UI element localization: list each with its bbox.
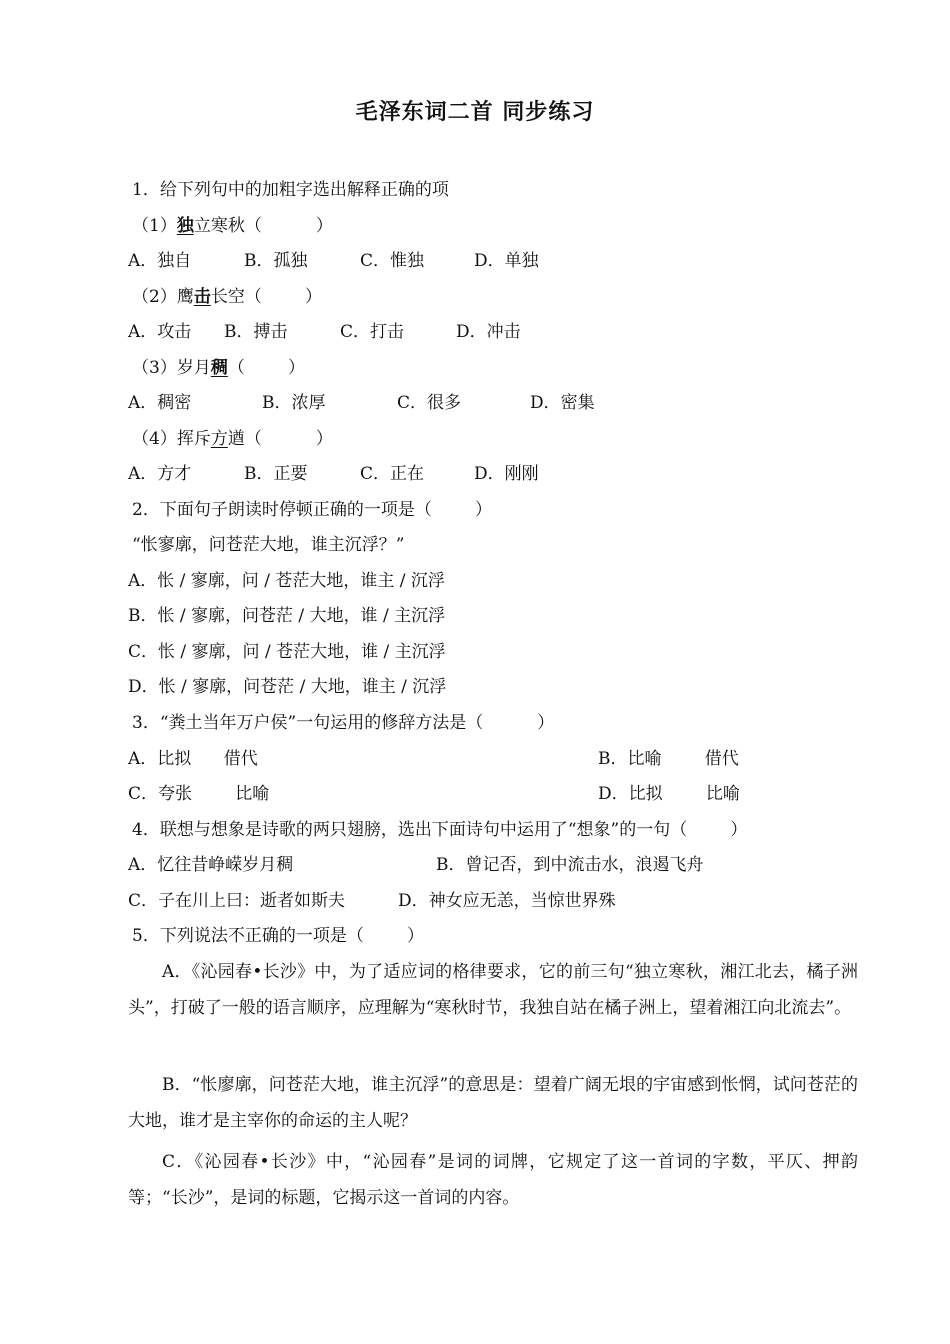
page-title: 毛泽东词二首 同步练习 — [355, 100, 595, 125]
option-c: C．夸张 比喻 — [128, 784, 270, 804]
option-c: C．打击 — [340, 322, 405, 342]
keyword: 独 — [176, 216, 194, 236]
question-3-stem: 3．“粪土当年万户侯”一句运用的修辞方法是（ ） — [132, 713, 555, 733]
option-d: D．怅 / 寥廓，问苍茫 / 大地，谁主 / 沉浮 — [128, 677, 447, 697]
option-b: B．曾记否，到中流击水，浪遏飞舟 — [436, 855, 704, 875]
option-b: B．浓厚 — [262, 393, 326, 413]
option-a: A．稠密 — [128, 393, 192, 413]
option-b: B．搏击 — [224, 322, 288, 342]
question-1-stem: 1．给下列句中的加粗字选出解释正确的项 — [132, 180, 449, 200]
item-suffix: （ ） — [227, 358, 306, 378]
option-c: C．正在 — [360, 464, 425, 484]
question-4-stem: 4．联想与想象是诗歌的两只翅膀，选出下面诗句中运用了“想象”的一句（ ） — [132, 820, 748, 840]
item-suffix: 立寒秋（ ） — [193, 216, 333, 236]
question-2-quote: “怅寥廓，问苍茫大地，谁主沉浮？” — [132, 535, 405, 555]
option-c: C．怅 / 寥廓，问 / 苍茫大地，谁 / 主沉浮 — [128, 642, 446, 662]
option-d: D．刚刚 — [474, 464, 539, 484]
item-suffix: 遒（ ） — [227, 429, 333, 449]
option-a: A．独自 — [128, 251, 192, 271]
option-c: C．惟独 — [360, 251, 425, 271]
question-5-option-c: C．《沁园春•长沙》中，“沁园春”是词的词牌，它规定了这一首词的字数，平仄、押韵等；“长沙”，是词的标题，它揭示这一首词的内容。 — [128, 1152, 858, 1208]
item-prefix: （2）鹰 — [132, 287, 194, 307]
option-a: A．忆往昔峥嵘岁月稠 — [128, 855, 294, 875]
item-prefix: （3）岁月 — [132, 358, 211, 378]
option-d: D．冲击 — [456, 322, 521, 342]
option-a: A．怅 / 寥廓，问 / 苍茫大地，谁主 / 沉浮 — [128, 571, 445, 591]
option-c: C．很多 — [397, 393, 462, 413]
option-a: A．比拟 借代 — [128, 749, 258, 769]
keyword: 方 — [210, 429, 228, 449]
question-5-option-b: B．“怅廖廓，问苍茫大地，谁主沉浮”的意思是：望着广阔无垠的宇宙感到怅惘，试问苍茫的大地，谁才是主宰你的命运的主人呢？ — [128, 1075, 858, 1131]
option-a: A．攻击 — [128, 322, 192, 342]
question-1-item-2 — [132, 285, 322, 309]
item-suffix: 长空（ ） — [210, 287, 323, 307]
option-b: B．怅 / 寥廓，问苍茫 / 大地，谁 / 主沉浮 — [128, 606, 446, 626]
option-a: A．方才 — [128, 464, 192, 484]
question-1-item-3 — [132, 356, 305, 380]
item-prefix: （1） — [132, 216, 177, 236]
option-d: D．密集 — [530, 393, 595, 413]
option-b: B．正要 — [244, 464, 308, 484]
keyword: 稠 — [210, 358, 228, 378]
question-2-stem: 2．下面句子朗读时停顿正确的一项是（ ） — [132, 500, 493, 520]
question-5-stem: 5．下列说法不正确的一项是（ ） — [132, 926, 425, 946]
option-b: B．孤独 — [244, 251, 308, 271]
option-b: B．比喻 借代 — [598, 749, 739, 769]
question-5-option-a: A．《沁园春•长沙》中，为了适应词的格律要求，它的前三句“独立寒秋，湘江北去，橘子洲头”，打破了一般的语言顺序，应理解为“寒秋时节，我独自站在橘子洲上，望着湘江向北流去”。 — [128, 962, 858, 1018]
item-prefix: （4）挥斥 — [132, 429, 211, 449]
question-1-item-4 — [132, 427, 333, 451]
keyword: 击 — [193, 287, 211, 307]
option-c: C．子在川上曰：逝者如斯夫 — [128, 891, 346, 911]
question-1-item-1 — [132, 214, 333, 238]
option-d: D．神女应无恙，当惊世界殊 — [398, 891, 616, 911]
option-d: D．单独 — [474, 251, 539, 271]
option-d: D．比拟 比喻 — [598, 784, 740, 804]
